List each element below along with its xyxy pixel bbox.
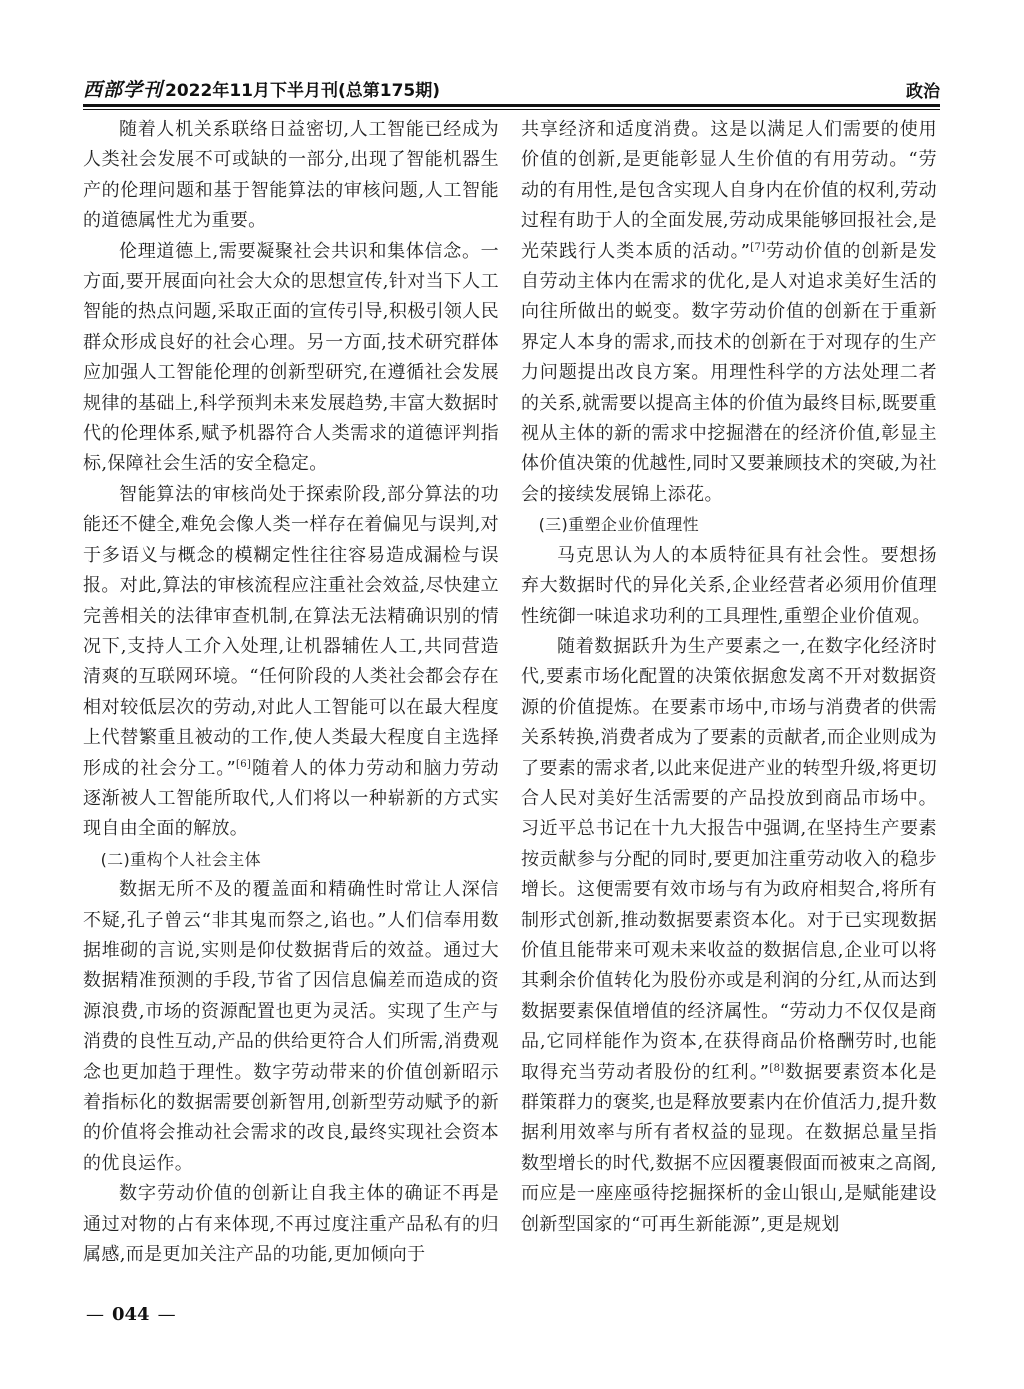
paragraph: 数据无所不及的覆盖面和精确性时常让人深信不疑,孔子曾云“非其鬼而祭之,谄也。”人们信奉用数据堆砌的言说,实则是仰仗数据背后的效益。通过大数据精准预测的手段,节省了因信息偏差而造成的资源浪费,市场的资源配置也更为灵活。实现了生产与消费的良性互动,产品的供给更符合人们所需,消费观念也更加趋于理性。数字劳动带来的价值创新昭示着指标化的数据需要创新智用,创新型劳动赋予的新的价值将会推动社会需求的改良,最终实现社会资本的优良运作。	[83, 879, 499, 1174]
issue-info: 2022年11月下半月刊(总第175期)	[165, 81, 441, 101]
section-heading: (二)重构个人社会主体	[100, 849, 261, 869]
paragraph: 伦理道德上,需要凝聚社会共识和集体信念。一方面,要开展面向社会大众的思想宣传,针对当下人工智能的热点问题,采取正面的宣传引导,积极引领人民群众形成良好的社会心理。另一方面,技术研究群体应加强人工智能伦理的创新型研究,在遵循社会发展规律的基础上,科学预判未来发展趋势,丰富大数据时代的伦理体系,赋予机器符合人类需求的道德评判指标,保障社会生活的安全稳定。	[83, 240, 499, 475]
header-left	[83, 75, 440, 102]
citation-ref: [7]	[750, 241, 766, 253]
paragraph: 随着人机关系联络日益密切,人工智能已经成为人类社会发展不可或缺的一部分,出现了智能机器生产的伦理问题和基于智能算法的审核问题,人工智能的道德属性尤为重要。	[83, 119, 499, 232]
running-header	[83, 72, 940, 102]
paragraph-text: 共享经济和适度消费。这是以满足人们需要的使用价值的创新,是更能彰显人生价值的有用劳动。“劳动的有用性,是包含实现人自身内在价值的权利,劳动过程有助于人的全面发展,劳动成果能够回报社会,是光荣践行人类本质的活动。”	[521, 119, 937, 262]
paragraph-text: 数据要素资本化是群策群力的褒奖,也是释放要素内在价值活力,提升数据利用效率与所有者权益的显现。在数据总量呈指数型增长的时代,数据不应因覆裹假面而被束之高阁,而应是一座座亟待挖掘探析的金山银山,是赋能建设创新型国家的“可再生新能源”,更是规划	[521, 1061, 937, 1235]
paragraph-text: 随着数据跃升为生产要素之一,在数字化经济时代,要素市场化配置的决策依据愈发离不开对数据资源的价值提炼。在要素市场中,市场与消费者的供需关系转换,消费者成为了要素的贡献者,而企业则成为了要素的需求者,以此来促进产业的转型升级,将更切合人民对美好生活需要的产品投放到商品市场中。习近平总书记在十九大报告中强调,在坚持生产要素按贡献参与分配的同时,要更加注重劳动收入的稳步增长。这便需要有效市场与有为政府相契合,将所有制形式创新,推动数据要素资本化。对于已实现数据价值且能带来可观未来收益的数据信息,企业可以将其剩余价值转化为股份亦或是利润的分红,从而达到数据要素保值增值的经济属性。“劳动力不仅仅是商品,它同样能作为资本,在获得商品价格酬劳时,也能取得充当劳动者股份的红利。”	[521, 635, 937, 1083]
paragraph-text: 随着人的体力劳动和脑力劳动逐渐被人工智能所取代,人们将以一种崭新的方式实现自由全面的解放。	[83, 757, 499, 840]
paragraph-text: 劳动价值的创新是发自劳动主体内在需求的优化,是人对追求美好生活的向往所做出的蜕变。数字劳动价值的创新在于重新界定人本身的需求,而技术的创新在于对现存的生产力问题提出改良方案。用理性科学的方法处理二者的关系,就需要以提高主体的价值为最终目标,既要重视从主体的新的需求中挖掘潜在的经济价值,彰显主体价值决策的优越性,同时又要兼顾技术的突破,为社会的接续发展锦上添花。	[521, 240, 937, 505]
header-rule-thick	[83, 104, 940, 107]
section-heading: (三)重塑企业价值理性	[538, 515, 699, 535]
page-number: 044	[112, 1304, 150, 1325]
citation-ref: [6]	[236, 758, 252, 770]
footer-dash-left: —	[86, 1304, 104, 1325]
section-label: 政治	[906, 82, 940, 102]
paragraph: 数字劳动价值的创新让自我主体的确证不再是通过对物的占有来体现,不再过度注重产品私有的归属感,而是更加关注产品的功能,更加倾向于	[83, 1183, 499, 1266]
paragraph	[83, 480, 499, 845]
paragraph-text: 智能算法的审核尚处于探索阶段,部分算法的功能还不健全,难免会像人类一样存在着偏见与误判,对于多语义与概念的模糊定性往往容易造成漏检与误报。对此,算法的审核流程应注重社会效益,尽快建立完善相关的法律审查机制,在算法无法精确识别的情况下,支持人工介入处理,让机器辅佐人工,共同营造清爽的互联网环境。“任何阶段的人类社会都会存在相对较低层次的劳动,对此人工智能可以在最大程度上代替繁重且被动的工作,使人类最大程度自主选择形成的社会分工。”	[83, 483, 499, 779]
header-rule-thin	[83, 109, 940, 110]
left-column	[83, 115, 499, 1320]
page-footer	[86, 1304, 176, 1325]
right-column	[521, 115, 937, 1320]
citation-ref: [8]	[769, 1062, 785, 1074]
paragraph: 马克思认为人的本质特征具有社会性。要想扬弃大数据时代的异化关系,企业经营者必须用价值理性统御一味追求功利的工具理性,重塑企业价值观。	[521, 544, 937, 627]
paragraph	[521, 115, 937, 510]
footer-dash-right: —	[157, 1304, 176, 1325]
journal-masthead: 西部学刊	[83, 79, 164, 101]
paragraph	[521, 632, 937, 1240]
